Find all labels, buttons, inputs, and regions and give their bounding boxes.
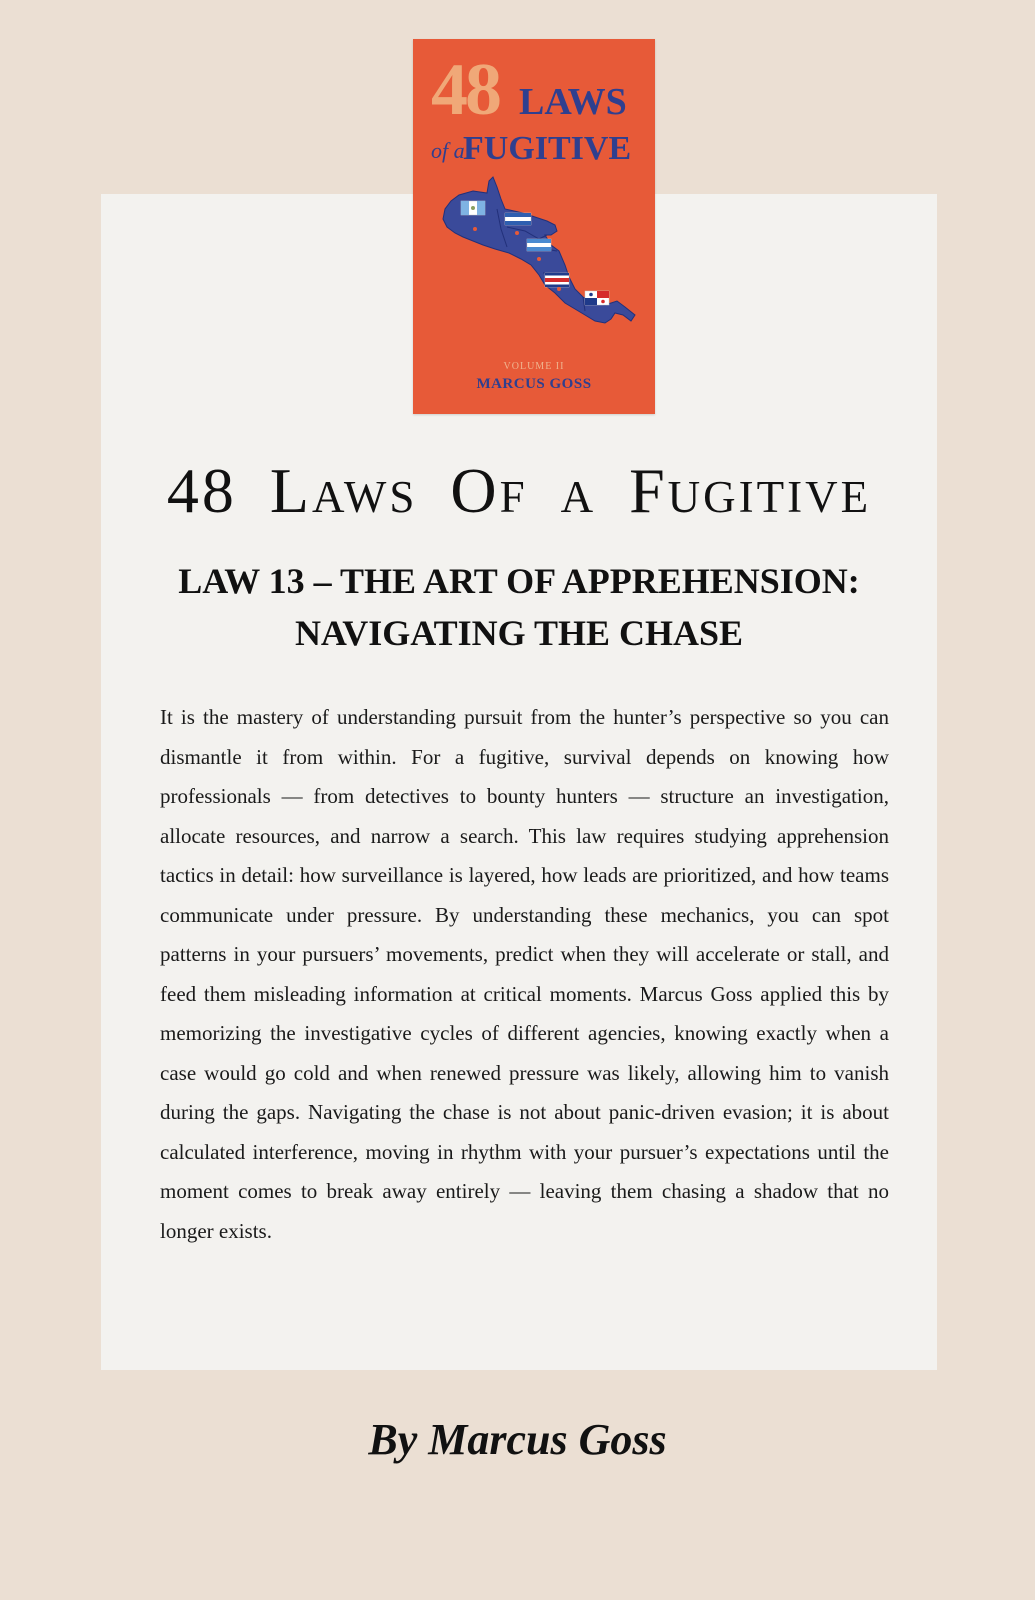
cover-title	[431, 49, 651, 167]
cover-title-laws: LAWS	[519, 81, 627, 123]
law-body-text: It is the mastery of understanding pursuit from the hunter’s perspective so you can dismantle it from within. For a fugitive, survival depends on knowing how professionals — from detectives to bounty hunters — structure an investigation, allocate resources, and narrow a search. This law requires studying apprehension tactics in detail: how surveillance is layered, how leads are prioritized, and how teams communicate under pressure. By understanding these mechanics, you can spot patterns in your pursuers’ movements, predict when they will accelerate or stall, and feed them misleading information at critical moments. Marcus Goss applied this by memorizing the investigative cycles of different agencies, knowing exactly when a case would go cold and when renewed pressure was likely, allowing him to vanish during the gaps. Navigating the chase is not about panic-driven evasion; it is about calculated interference, moving in rhythm with your pursuer’s expectations until the moment comes to break away entirely — leaving them chasing a shadow that no longer exists.	[160, 705, 889, 1243]
law-title-line2: NAVIGATING THE CHASE	[294, 613, 744, 653]
book-cover-image	[413, 39, 655, 414]
book-title: 48 Laws Of a Fugitive	[166, 455, 872, 526]
author-byline: By Marcus Goss	[368, 1415, 667, 1464]
cover-title-of-a: of a	[431, 138, 465, 163]
cover-volume: VOLUME II	[503, 361, 565, 372]
central-america-map-icon	[435, 169, 645, 369]
cover-title-number: 48	[431, 49, 499, 131]
flag-costa-rica-icon	[545, 273, 569, 287]
flag-nicaragua-icon	[527, 239, 551, 251]
flag-panama-icon	[585, 291, 609, 305]
law-title-line1: LAW 13 – THE ART OF APPREHENSION:	[178, 561, 860, 601]
cover-author: MARCUS GOSS	[476, 376, 592, 392]
flag-honduras-icon	[505, 213, 531, 225]
flag-guatemala-icon	[461, 201, 485, 215]
cover-title-fugitive: FUGITIVE	[463, 130, 632, 167]
law-title	[140, 555, 898, 659]
